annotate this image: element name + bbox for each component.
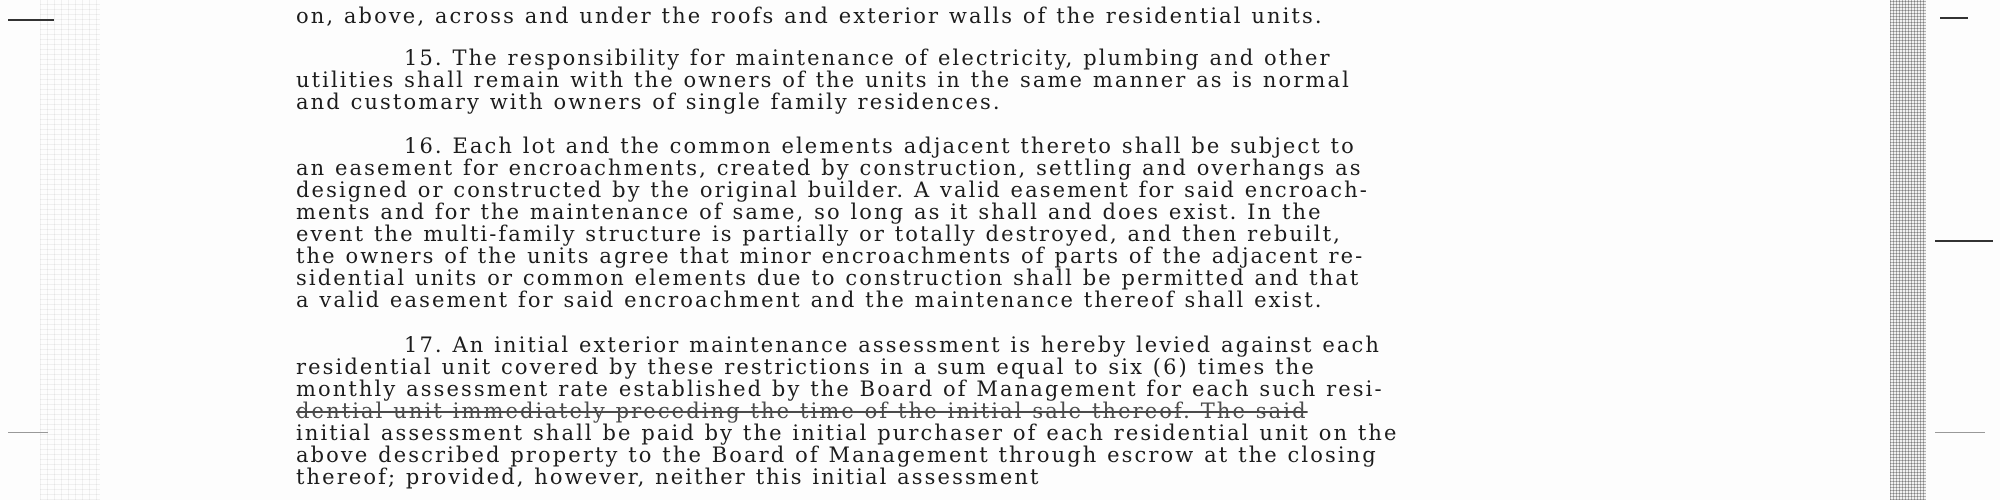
- struck-text-line: dential unit immediately preceding the time of the initial sale thereof. The said: [296, 399, 1308, 423]
- text-line: initial assessment shall be paid by the initial purchaser of each residential unit on the: [296, 421, 1399, 445]
- text-line: a valid easement for said encroachment and the maintenance thereof shall exist.: [296, 288, 1324, 312]
- text-line: residential unit covered by these restrictions in a sum equal to six (6) times the: [296, 355, 1316, 379]
- paragraph-17-heading-line: 17. An initial exterior maintenance assessment is hereby levied against each: [404, 333, 1382, 357]
- margin-mark: [8, 19, 54, 21]
- text-line: above described property to the Board of Management through escrow at the closing: [296, 443, 1378, 467]
- scan-noise-right: [1890, 0, 1926, 500]
- text-line: and customary with owners of single family residences.: [296, 90, 1002, 114]
- paragraph-16-heading-line: 16. Each lot and the common elements adjacent thereto shall be subject to: [404, 134, 1356, 158]
- text-line: the owners of the units agree that minor encroachments of parts of the adjacent re-: [296, 244, 1365, 268]
- text-line: designed or constructed by the original builder. A valid easement for said encroach-: [296, 178, 1369, 202]
- margin-mark: [1935, 432, 1985, 433]
- text-line: utilities shall remain with the owners of the units in the same manner as is normal: [296, 68, 1351, 92]
- text-line: an easement for encroachments, created by construction, settling and overhangs as: [296, 156, 1363, 180]
- margin-mark: [1940, 17, 1968, 19]
- margin-mark: [1935, 240, 1993, 242]
- margin-mark: [8, 432, 48, 433]
- text-line: thereof; provided, however, neither this initial assessment: [296, 465, 1041, 489]
- text-line: monthly assessment rate established by the Board of Management for each such resi-: [296, 377, 1384, 401]
- paragraph-15-heading-line: 15. The responsibility for maintenance of electricity, plumbing and other: [404, 46, 1332, 70]
- text-line: on, above, across and under the roofs and exterior walls of the residential units.: [296, 4, 1324, 28]
- text-line: ments and for the maintenance of same, so long as it shall and does exist. In the: [296, 200, 1323, 224]
- scan-noise-left: [40, 0, 100, 500]
- text-line: sidential units or common elements due to construction shall be permitted and that: [296, 266, 1361, 290]
- text-line: event the multi-family structure is partially or totally destroyed, and then rebuilt,: [296, 222, 1342, 246]
